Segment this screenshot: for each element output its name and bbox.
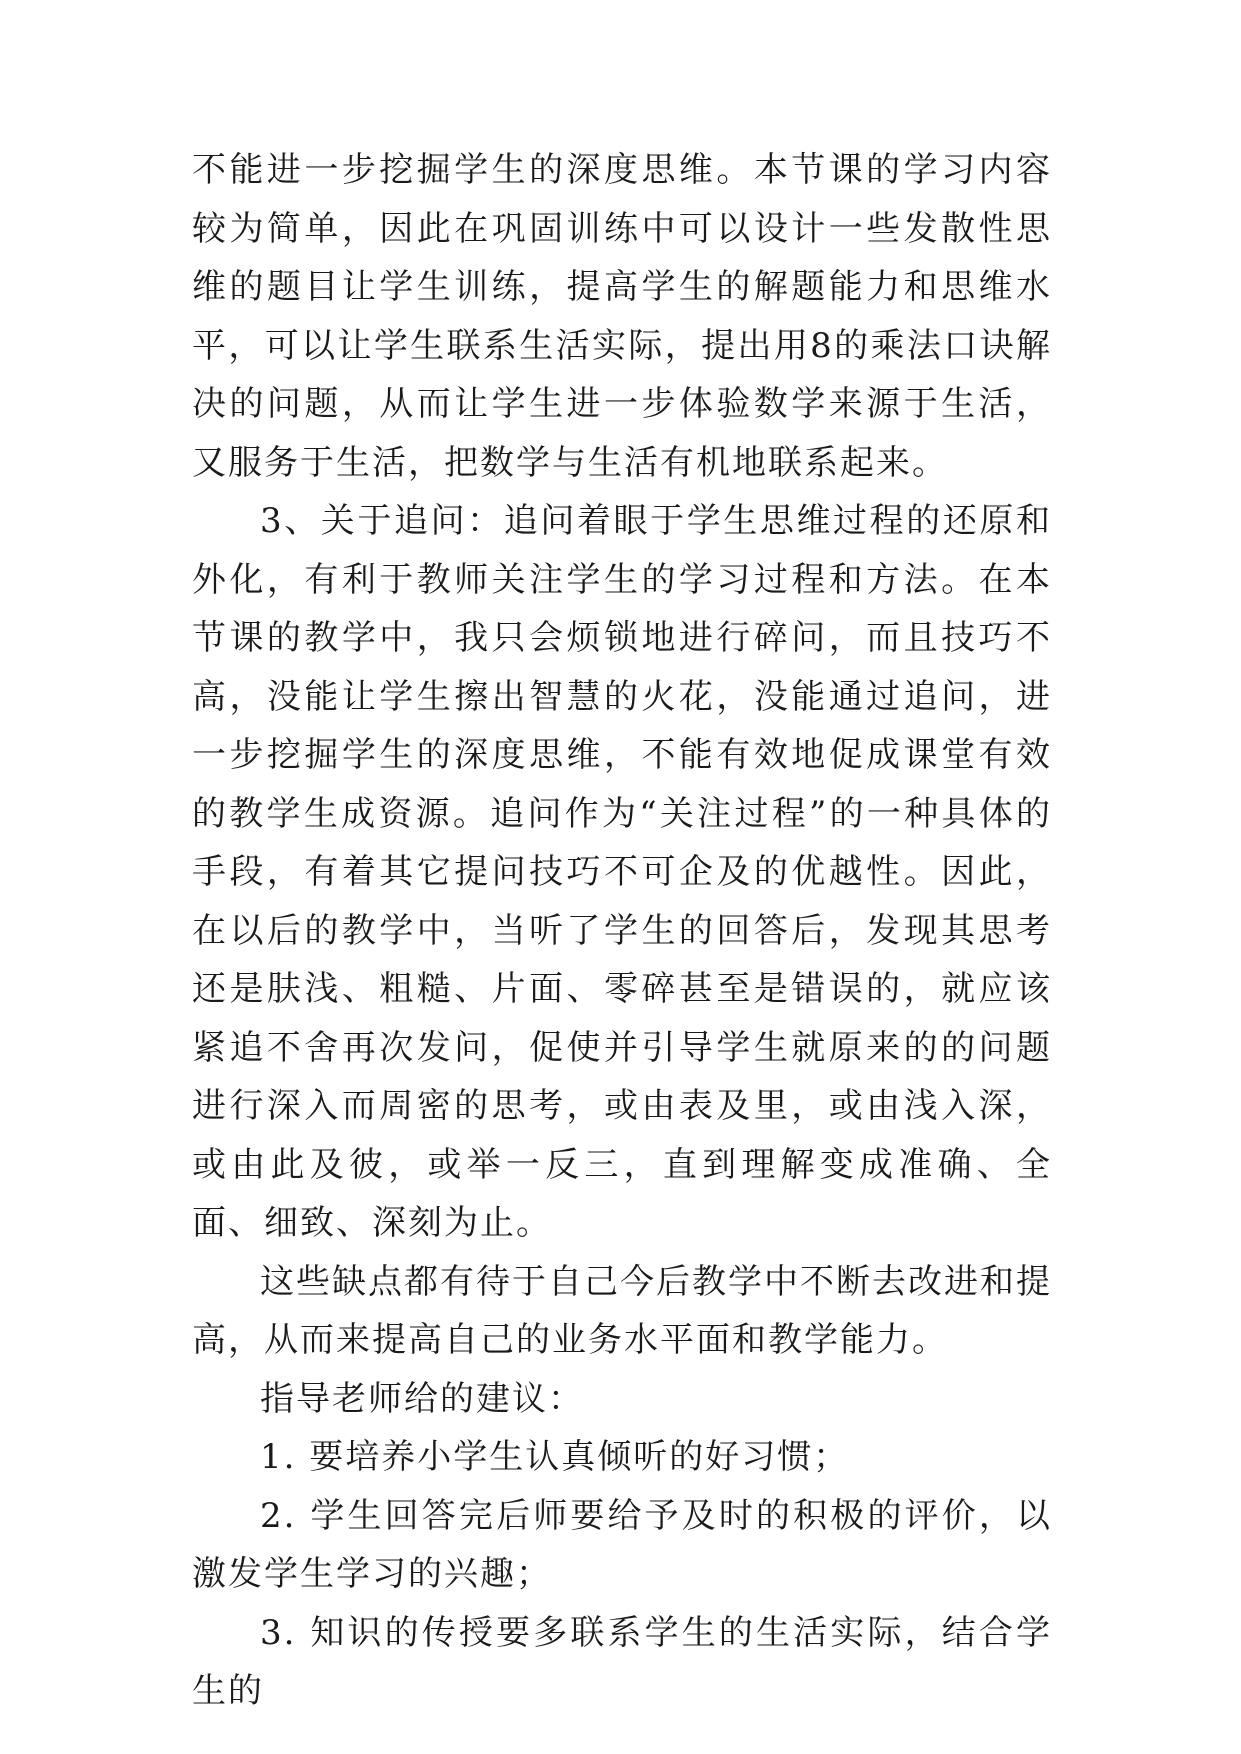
paragraph-advisor-heading: 指导老师给的建议： <box>260 1378 584 1419</box>
paragraph-suggestion-1: 1. 要培养小学生认真倾听的好习惯； <box>260 1437 850 1477</box>
paragraph-questioning: 3、关于追问：追问着眼于学生思维过程的还原和外化，有利于教师关注学生的学习过程和方法。在本节课的教学中，我只会烦锁地进行碎问，而且技巧不高，没能让学生擦出智慧的火花，没能通过追问，进一步挖掘学生的深度思维，不能有效地促成课堂有效的教学生成资源。追问作为“关注过程”的一种具体的手段，有着其它提问技巧不可企及的优越性。因此，在以后的教学中，当听了学生的回答后，发现其思考还是肤浅、粗糙、片面、零碎甚至是错误的，就应该紧追不舍再次发问，促使并引导学生就原来的的问题进行深入而周密的思考，或由表及里，或由浅入深，或由此及彼，或举一反三，直到理解变成准确、全面、细致、深刻为止。 <box>192 501 1052 1243</box>
paragraph-suggestion-3: 3. 知识的传授要多联系学生的生活实际，结合学生的 <box>192 1612 1052 1711</box>
document-body <box>192 141 1052 1721</box>
paragraph-shortcomings: 这些缺点都有待于自己今后教学中不断去改进和提高，从而来提高自己的业务水平面和教学能力。 <box>192 1261 1052 1360</box>
paragraph-suggestion-2: 2. 学生回答完后师要给予及时的积极的评价，以激发学生学习的兴趣； <box>192 1495 1052 1594</box>
paragraph-continuation: 不能进一步挖掘学生的深度思维。本节课的学习内容较为简单，因此在巩固训练中可以设计一些发散性思维的题目让学生训练，提高学生的解题能力和思维水平，可以让学生联系生活实际，提出用8的乘法口诀解决的问题，从而让学生进一步体验数学来源于生活，又服务于生活，把数学与生活有机地联系起来。 <box>192 150 1052 483</box>
